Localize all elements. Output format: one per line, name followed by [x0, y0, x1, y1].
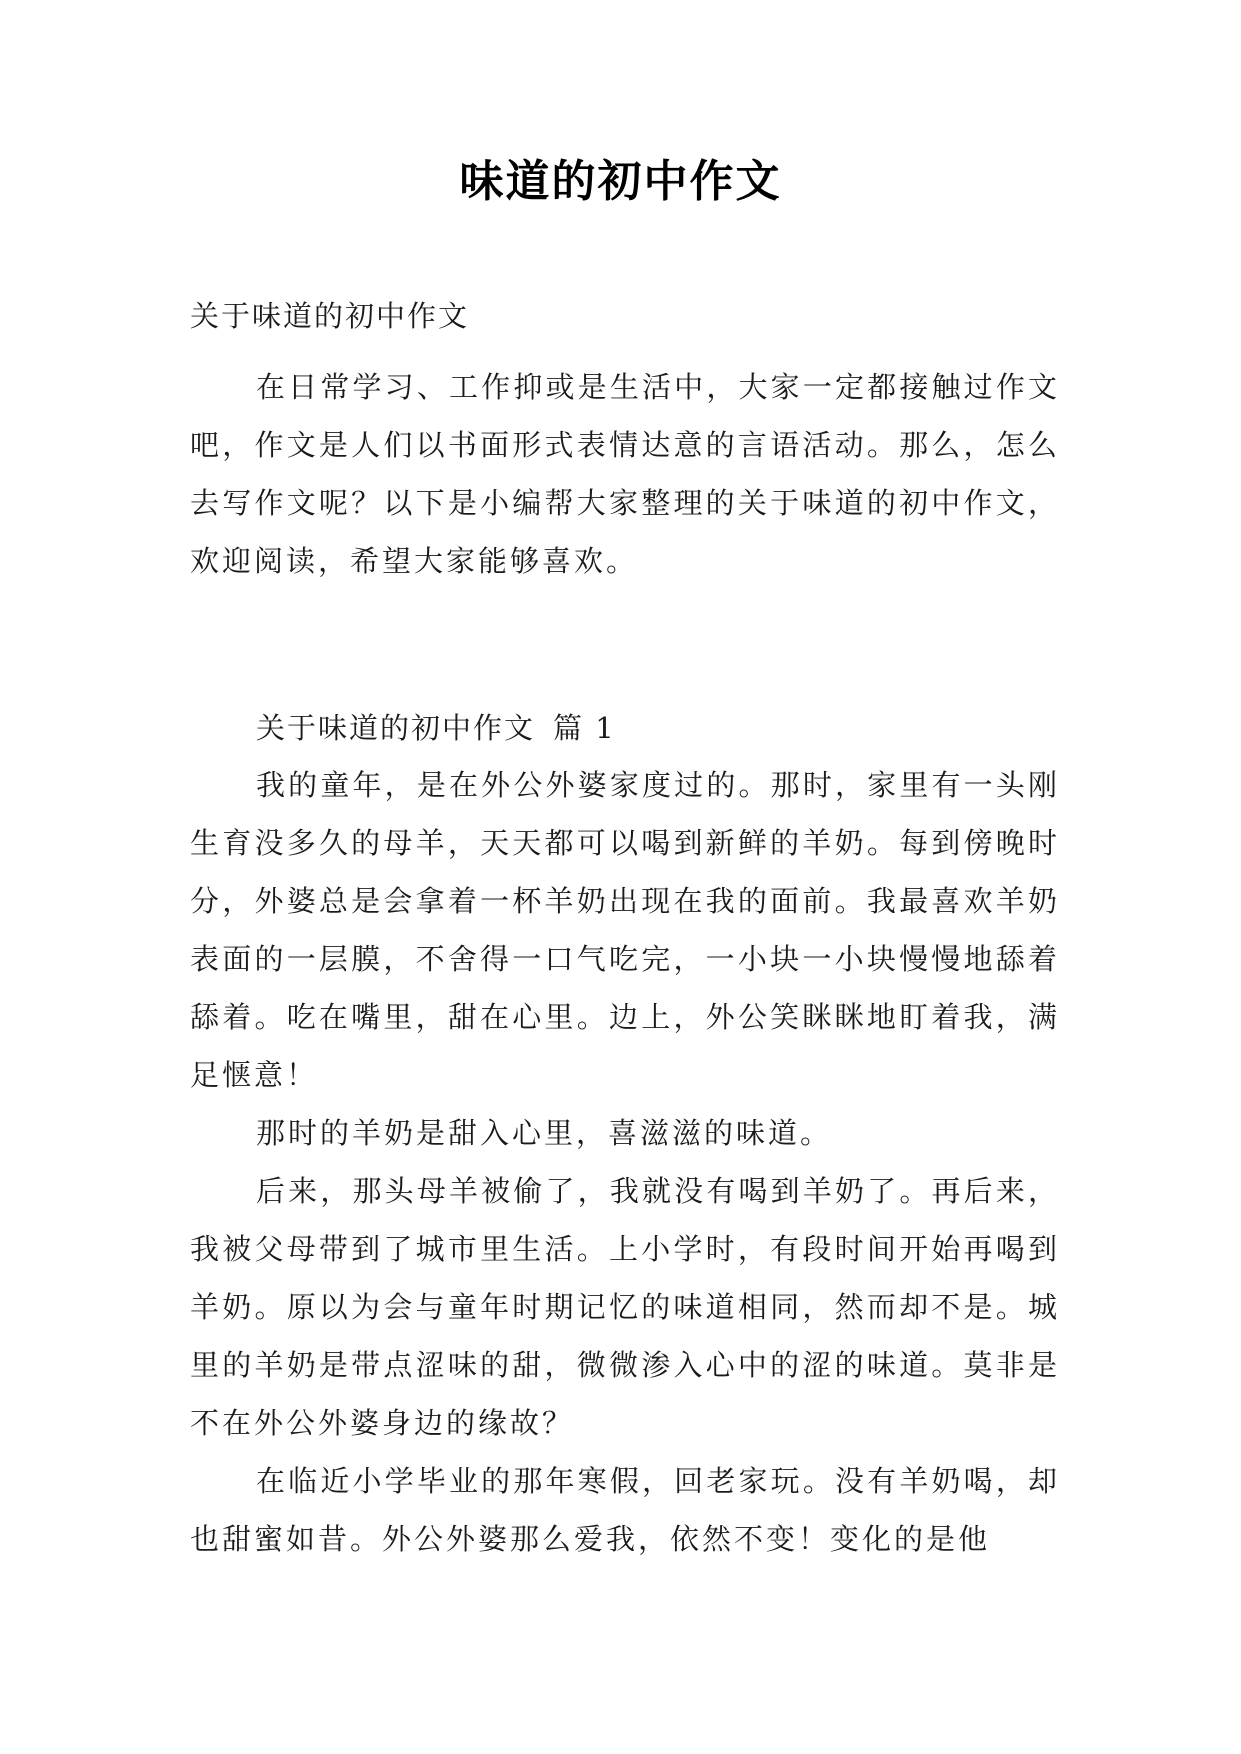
body-paragraph-4: 在临近小学毕业的那年寒假，回老家玩。没有羊奶喝，却也甜蜜如昔。外公外婆那么爱我，依然不变！变化的是他 — [190, 1464, 1060, 1556]
body-paragraph-2: 那时的羊奶是甜入心里，喜滋滋的味道。 — [256, 1116, 833, 1150]
document-title: 味道的初中作文 — [459, 156, 782, 207]
body-paragraph-1: 我的童年，是在外公外婆家度过的。那时，家里有一头刚生育没多久的母羊，天天都可以喝到新鲜的羊奶。每到傍晚时分，外婆总是会拿着一杯羊奶出现在我的面前。我最喜欢羊奶表面的一层膜，不舍得一口气吃完，一小块一小块慢慢地舔着舔着。吃在嘴里，甜在心里。边上，外公笑眯眯地盯着我，满足惬意！ — [190, 768, 1060, 1092]
section-heading-title: 关于味道的初中作文 — [256, 711, 536, 745]
section-heading-number: 篇 1 — [553, 711, 616, 745]
body-paragraph-3: 后来，那头母羊被偷了，我就没有喝到羊奶了。再后来，我被父母带到了城市里生活。上小学时，有段时间开始再喝到羊奶。原以为会与童年时期记忆的味道相同，然而却不是。城里的羊奶是带点涩味的甜，微微渗入心中的涩的味道。莫非是不在外公外婆身边的缘故？ — [190, 1174, 1060, 1440]
section-heading — [256, 708, 616, 748]
document-subtitle: 关于味道的初中作文 — [190, 299, 470, 333]
intro-paragraph: 在日常学习、工作抑或是生活中，大家一定都接触过作文吧，作文是人们以书面形式表情达意的言语活动。那么，怎么去写作文呢？以下是小编帮大家整理的关于味道的初中作文，欢迎阅读，希望大家能够喜欢。 — [190, 370, 1060, 578]
